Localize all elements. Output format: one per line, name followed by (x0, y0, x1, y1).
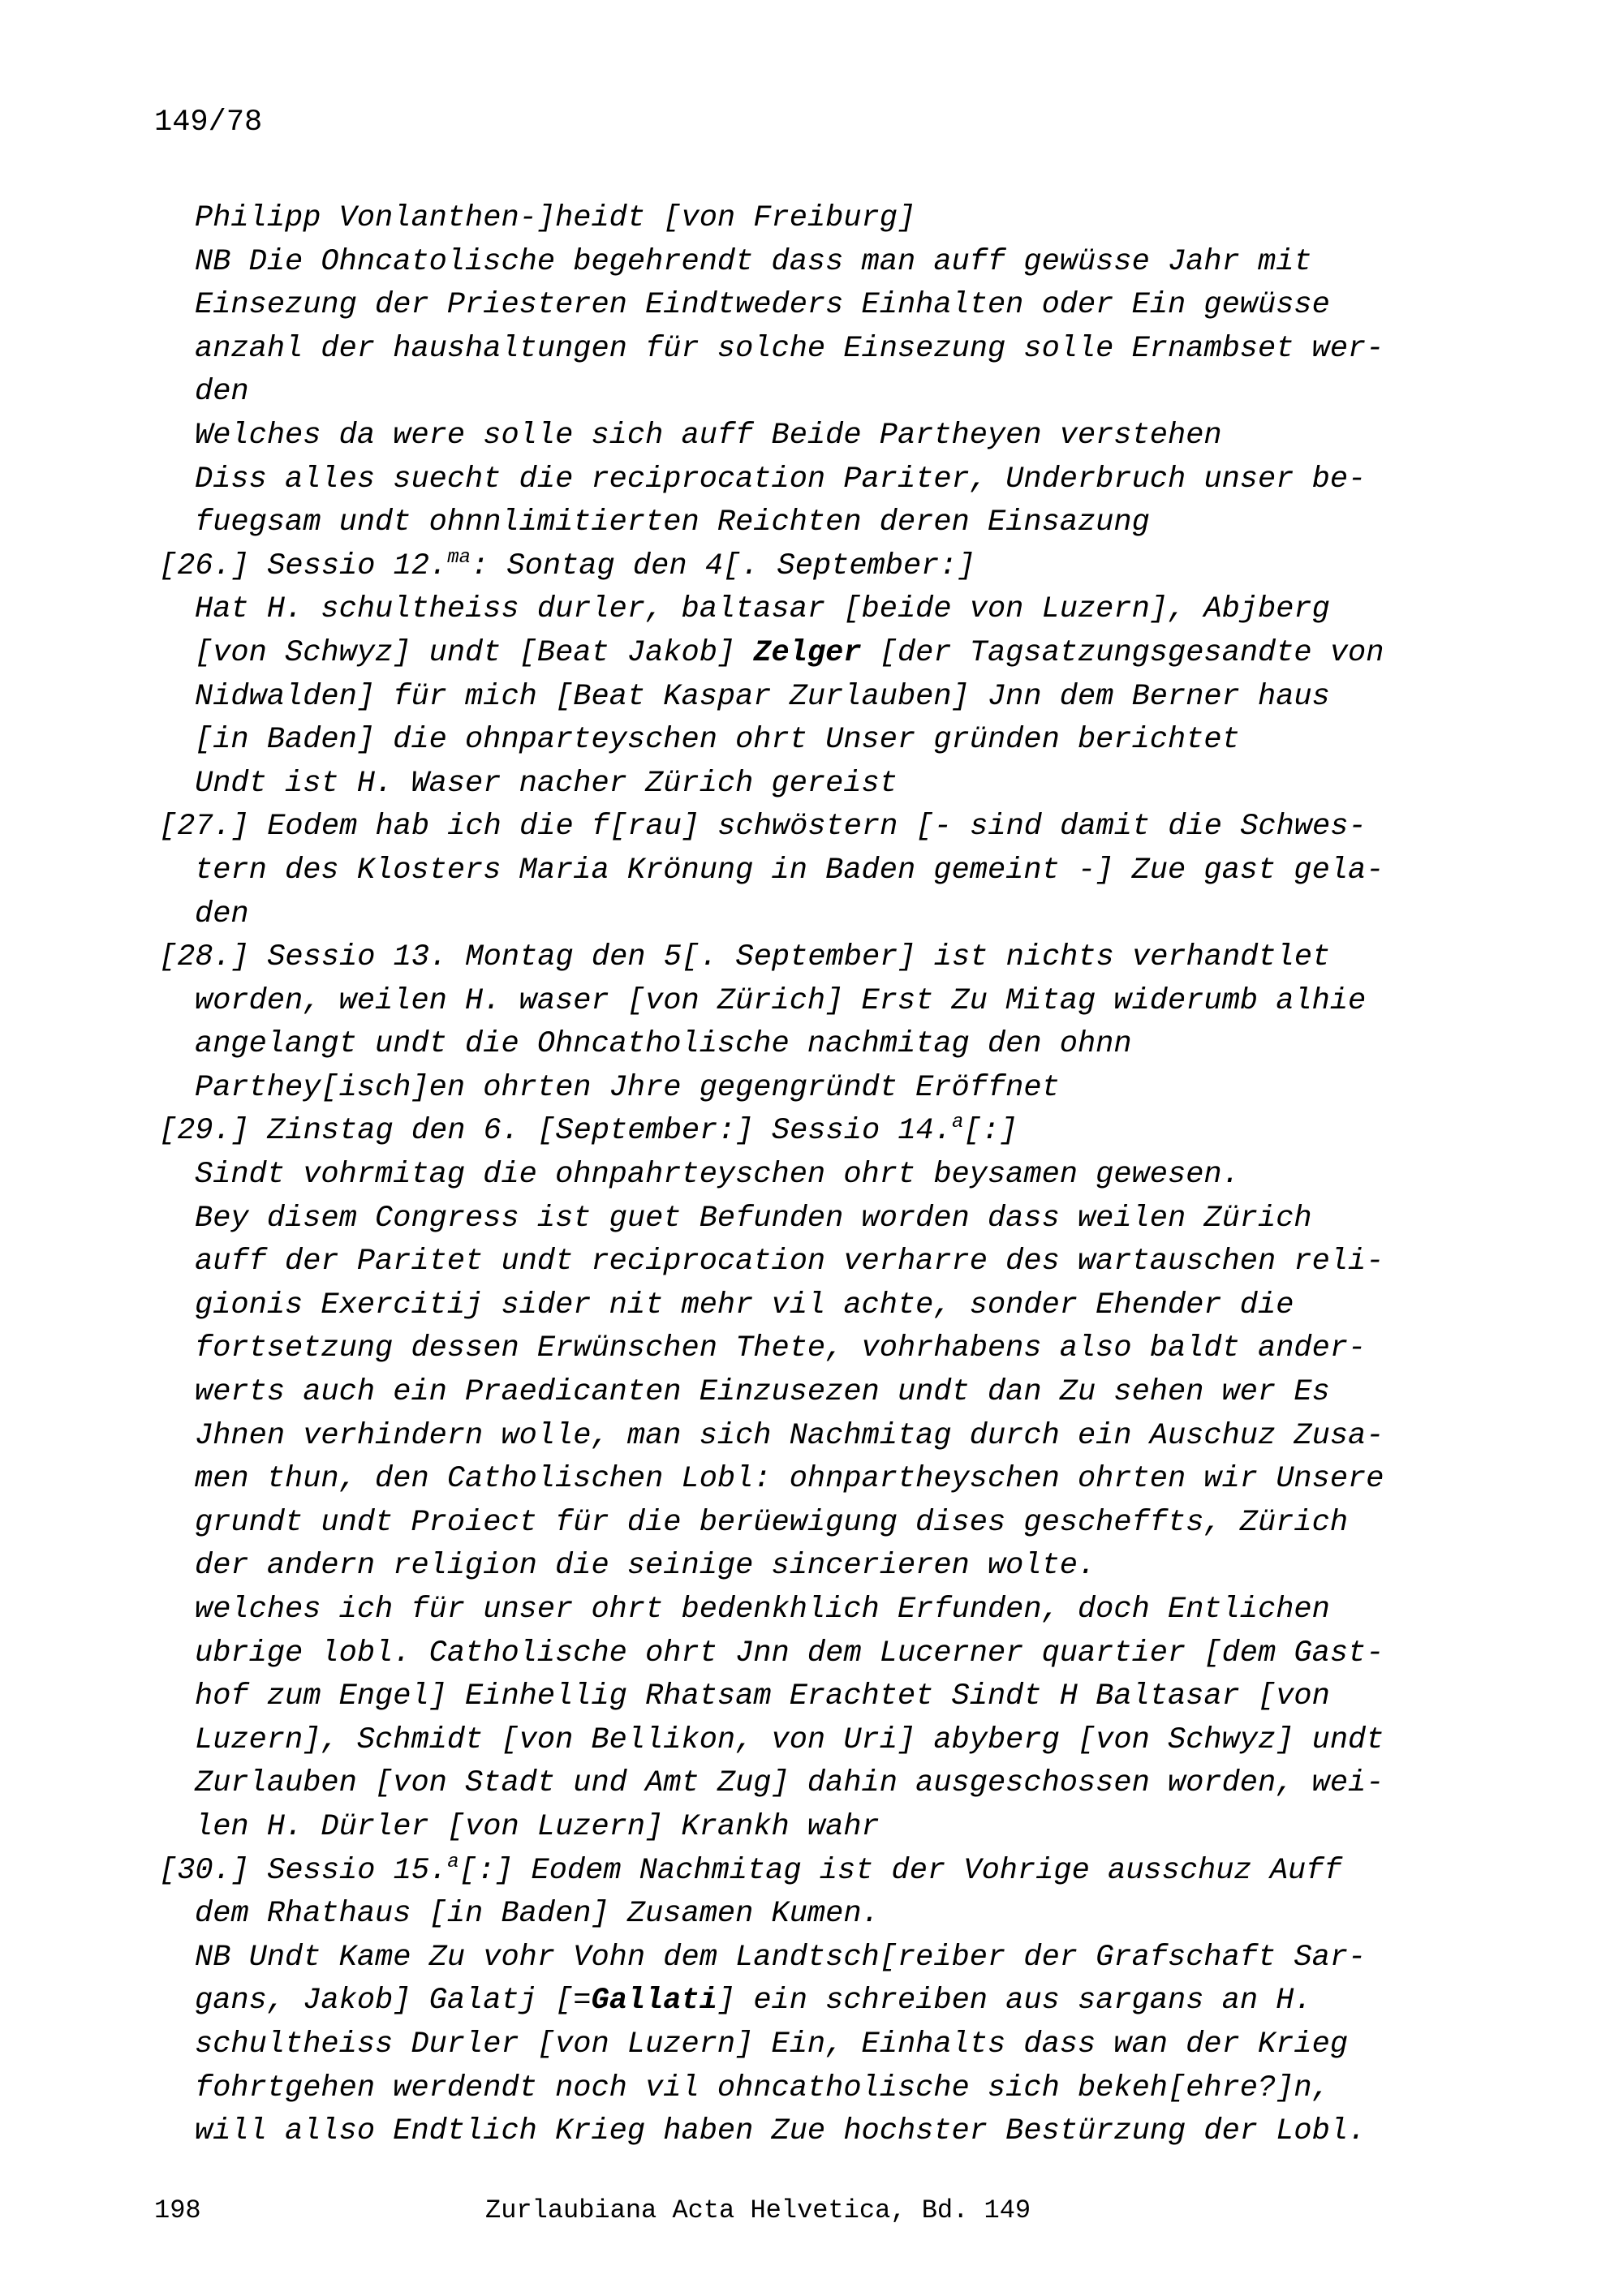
text-run: ] ein schreiben aus sargans an H. (717, 1984, 1312, 2019)
text-line (154, 1415, 1420, 1459)
text-run: Bey disem Congress ist guet Befunden worden dass weilen Zürich (195, 1201, 1312, 1236)
text-run: [in Baden] die ohnparteyschen ohrt Unser gründen berichtet (195, 723, 1240, 758)
text-line (154, 893, 1420, 937)
superscript: ma (447, 546, 471, 569)
text-run: Luzern], Schmidt [von Bellikon, von Uri] abyberg [von Schwyz] undt (195, 1722, 1384, 1757)
text-line (154, 1589, 1420, 1632)
text-run: angelangt undt die Ohncatholische nachmitag den ohnn (195, 1027, 1132, 1062)
text-line (154, 1240, 1420, 1284)
text-run: worden, weilen H. waser [von Zürich] Erst Zu Mitag widerumb alhie (195, 983, 1367, 1018)
text-run: gans, Jakob] Galatj [= (195, 1984, 592, 2019)
text-line (154, 980, 1420, 1024)
text-run: tern des Klosters Maria Krönung in Baden gemeint -] Zue gast gela- (195, 853, 1384, 888)
text-run: : Sontag den 4[. September:] (471, 548, 975, 583)
text-run: [27.] Eodem hab ich die f[rau] schwöstern [- sind damit die Schwes- (159, 810, 1367, 845)
document-body (154, 197, 1420, 2154)
text-line (154, 1632, 1420, 1676)
text-run: [:] (963, 1114, 1018, 1149)
text-line (154, 1067, 1420, 1111)
text-run: Hat H. schultheiss durler, baltasar [beide von Luzern], Abjberg (195, 592, 1330, 627)
text-line (154, 1154, 1420, 1197)
text-run: len H. Dürler [von Luzern] Krankh wahr (195, 1809, 880, 1844)
section-heading-line (154, 936, 1420, 980)
text-line (154, 1502, 1420, 1546)
text-line (154, 1980, 1420, 2023)
superscript: a (447, 1851, 459, 1873)
text-line (154, 284, 1420, 328)
text-run: Welches da were solle sich auff Beide Partheyen verstehen (195, 418, 1222, 453)
text-line (154, 1937, 1420, 1980)
text-run: den (195, 375, 249, 410)
text-run: grundt undt Proiect für die berüewigung dises gescheffts, Zürich (195, 1505, 1349, 1540)
text-run: [29.] Zinstag den 6. [September:] Sessio 14. (159, 1114, 952, 1149)
section-heading-line (154, 1110, 1420, 1154)
section-heading-line (154, 545, 1420, 589)
text-line (154, 2110, 1420, 2154)
text-line (154, 2023, 1420, 2067)
text-run: Parthey[isch]en ohrten Jhre gegengründt Eröffnet (195, 1070, 1060, 1105)
text-run: Nidwalden] für mich [Beat Kaspar Zurlauben] Jnn dem Berner haus (195, 679, 1330, 714)
text-line (154, 588, 1420, 632)
text-line (154, 458, 1420, 502)
page-number: 198 (154, 2195, 201, 2225)
text-run: [von Schwyz] undt [Beat Jakob] (195, 635, 754, 670)
text-line (154, 1675, 1420, 1719)
text-run: welches ich für unser ohrt bedenkhlich Erfunden, doch Entlichen (195, 1593, 1330, 1627)
text-run: fuegsam undt ohnnlimitierten Reichten deren Einsazung (195, 505, 1150, 540)
text-line (154, 2067, 1420, 2111)
text-line (154, 763, 1420, 806)
text-line (154, 632, 1420, 676)
text-run: fortsetzung dessen Erwünschen Thete, vohrhabens also baldt ander- (195, 1331, 1367, 1366)
text-run: anzahl der haushaltungen für solche Einsezung solle Ernambset wer- (195, 331, 1384, 366)
text-run: fohrtgehen werdendt noch vil ohncatholische sich bekeh[ehre?]n, (195, 2070, 1330, 2105)
text-run: gionis Exercitij sider nit mehr vil achte, sonder Ehender die (195, 1288, 1294, 1322)
text-line (154, 197, 1420, 241)
text-run: dem Rhathaus [in Baden] Zusamen Kumen. (195, 1897, 880, 1932)
text-run: [30.] Sessio 15. (159, 1853, 448, 1888)
text-run: Undt ist H. Waser nacher Zürich gereist (195, 766, 898, 801)
text-run: Diss alles suecht die reciprocation Pariter, Underbruch unser be- (195, 462, 1367, 497)
text-run: Sindt vohrmitag die ohnpahrteyschen ohrt beysamen gewesen. (195, 1158, 1240, 1193)
text-run: men thun, den Catholischen Lobl: ohnpartheyschen ohrten wir Unsere (195, 1462, 1384, 1497)
text-line (154, 501, 1420, 545)
text-run: [der Tagsatzungsgesandte von (861, 635, 1384, 670)
text-line (154, 1719, 1420, 1763)
text-run: will allso Endtlich Krieg haben Zue hochster Bestürzung der Lobl. (195, 2114, 1367, 2149)
text-line (154, 849, 1420, 893)
text-run: [28.] Sessio 13. Montag den 5[. September] ist nichts verhandtlet (159, 940, 1331, 975)
bold-name: Gallati (591, 1984, 717, 2019)
text-line (154, 1197, 1420, 1241)
footer-title: Zurlaubiana Acta Helvetica, Bd. 149 (485, 2195, 1031, 2225)
text-line (154, 1327, 1420, 1371)
text-run: schultheiss Durler [von Luzern] Ein, Einhalts dass wan der Krieg (195, 2027, 1349, 2062)
text-line (154, 328, 1420, 372)
superscript: a (951, 1111, 964, 1134)
text-run: Philipp Vonlanthen-]heidt [von Freiburg] (195, 201, 916, 235)
bold-name: Zelger (753, 635, 862, 670)
text-run: Einsezung der Priesteren Eindtweders Einhalten oder Ein gewüsse (195, 288, 1330, 323)
text-line (154, 1458, 1420, 1502)
text-run: hof zum Engel] Einhellig Rhatsam Erachtet Sindt H Baltasar [von (195, 1679, 1330, 1714)
text-line (154, 676, 1420, 720)
text-line (154, 1371, 1420, 1415)
text-run: werts auch ein Praedicanten Einzusezen undt dan Zu sehen wer Es (195, 1375, 1330, 1410)
text-line (154, 415, 1420, 458)
text-run: [:] Eodem Nachmitag ist der Vohrige ausschuz Auff (458, 1853, 1342, 1888)
text-line (154, 1284, 1420, 1328)
text-run: Zurlauben [von Stadt und Amt Zug] dahin ausgeschossen worden, wei- (195, 1766, 1384, 1801)
text-run: [26.] Sessio 12. (159, 548, 448, 583)
text-run: NB Die Ohncatolische begehrendt dass man auff gewüsse Jahr mit (195, 244, 1312, 279)
text-line (154, 1545, 1420, 1589)
text-run: der andern religion die seinige sincerieren wolte. (195, 1549, 1096, 1584)
text-run: Jhnen verhindern wolle, man sich Nachmitag durch ein Auschuz Zusa- (195, 1418, 1384, 1453)
text-line (154, 1023, 1420, 1067)
text-line (154, 371, 1420, 415)
section-heading-line (154, 1850, 1420, 1894)
text-line (154, 719, 1420, 763)
section-heading-line (154, 806, 1420, 849)
text-line (154, 1806, 1420, 1850)
text-run: den (195, 896, 249, 931)
text-run: NB Undt Kame Zu vohr Vohn dem Landtsch[reiber der Grafschaft Sar- (195, 1940, 1367, 1975)
text-line (154, 1893, 1420, 1937)
text-line (154, 241, 1420, 285)
text-line (154, 1762, 1420, 1806)
page-reference: 149/78 (154, 105, 263, 140)
text-run: auff der Paritet undt reciprocation verharre des wartauschen reli- (195, 1245, 1384, 1279)
text-run: ubrige lobl. Catholische ohrt Jnn dem Lucerner quartier [dem Gast- (195, 1636, 1384, 1670)
